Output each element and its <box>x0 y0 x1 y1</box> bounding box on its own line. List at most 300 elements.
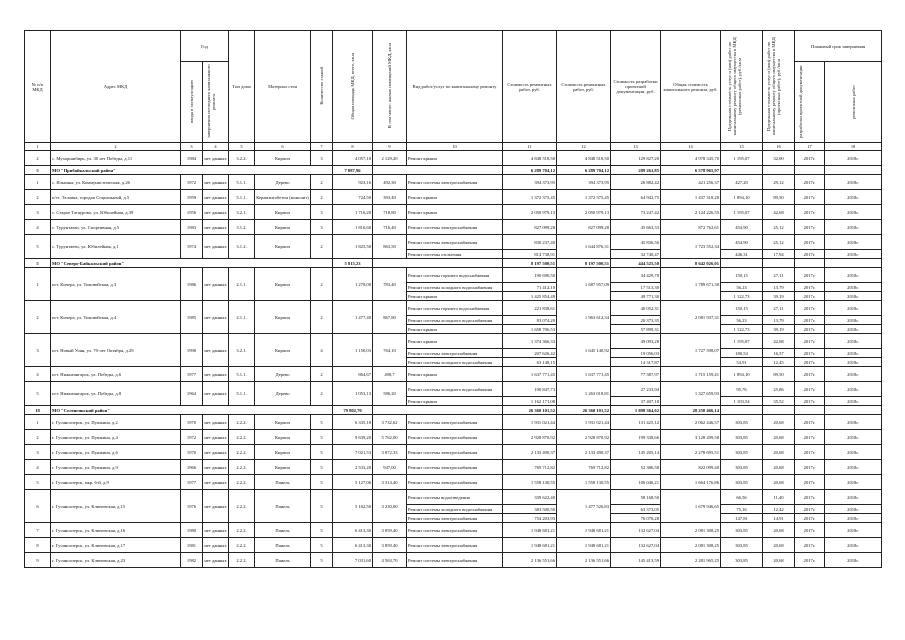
table-cell: 8 197 500,51 <box>503 259 557 268</box>
table-cell: г. Гусиноозерск, мкр. 6-й, д.9 <box>51 475 181 490</box>
table-cell: 145 205,14 <box>611 445 661 460</box>
table-cell: 73 247,42 <box>611 205 661 220</box>
table-cell: 1 664 176,86 <box>661 475 721 490</box>
column-number-cell: 5 <box>229 143 255 151</box>
table-cell: 1 963 612,34 <box>557 301 611 334</box>
table-cell: 2017г. <box>795 490 825 505</box>
table-cell: 1 825,50 <box>333 235 373 259</box>
col-year-built-header <box>181 62 203 143</box>
table-cell: 5 <box>311 460 333 475</box>
table-cell: 1 789 671,30 <box>661 268 721 301</box>
table-cell: 71 412,10 <box>503 283 557 292</box>
table-cell: 131 425,12 <box>611 415 661 430</box>
table-cell: 1976 <box>181 490 203 523</box>
table-cell <box>763 406 795 415</box>
table-cell: 13,79 <box>763 283 795 292</box>
column-number-cell: 8 <box>333 143 373 151</box>
table-cell: Ремонт системы электроснабжения <box>407 235 503 250</box>
table-cell: Ремонт системы холодного водоснабжения <box>407 358 503 367</box>
table-cell: 2018г. <box>825 445 882 460</box>
column-number-cell: 1 <box>25 143 51 151</box>
table-cell: с. Ильинка, ул. Коммунистическая, д.26 <box>51 175 181 190</box>
table-cell: 2018г. <box>825 334 882 349</box>
table-cell: 5 <box>25 166 51 175</box>
column-number-cell: 11 <box>503 143 557 151</box>
table-cell: нет данных <box>203 382 229 406</box>
table-cell: 11,40 <box>763 490 795 505</box>
table-cell: 7 031,60 <box>333 553 373 568</box>
table-cell: 2017г. <box>795 460 825 475</box>
table-cell: г. Гусиноозерск, ул. Ключевская, д.17 <box>51 538 181 553</box>
table-cell: 207 626,42 <box>503 349 557 358</box>
table-cell: 6 413,30 <box>333 523 373 538</box>
table-cell: г. Гусиноозерск, ул. Пушкина, д.4 <box>51 430 181 445</box>
table-cell: 75,16 <box>721 505 763 514</box>
table-cell: 1 645 140,92 <box>557 334 611 367</box>
table-cell: Панель <box>255 523 311 538</box>
table-cell: 2018г. <box>825 430 882 445</box>
table-cell: 394 373,95 <box>503 175 557 190</box>
table-cell: 27,11 <box>763 268 795 283</box>
table-cell: 83 074,20 <box>503 316 557 325</box>
table-cell: 1 437 318,20 <box>661 190 721 205</box>
table-cell: Кирпич <box>255 151 311 166</box>
table-cell: 12,42 <box>763 505 795 514</box>
table-cell: Кирпич <box>255 430 311 445</box>
table-cell: 4 <box>25 367 51 382</box>
table-cell: Ремонт системы электроснабжения <box>407 538 503 553</box>
table-cell: г. Гусиноозерск, ул. Ключевская, д.23 <box>51 553 181 568</box>
table-cell: Кирпич <box>255 220 311 235</box>
col-floors-header <box>311 31 333 143</box>
table-cell: 2 062 446,57 <box>661 415 721 430</box>
table-cell: 20,68 <box>763 553 795 568</box>
column-number-cell: 9 <box>373 143 407 151</box>
table-cell: 3 <box>311 205 333 220</box>
table-cell: 1964 <box>181 382 203 406</box>
table-cell: Ремонт системы электроснабжения <box>407 553 503 568</box>
table-cell: 303,85 <box>721 445 763 460</box>
col-floors-label: Количество этажей <box>319 67 325 105</box>
table-cell: 454,90 <box>721 235 763 250</box>
table-cell: 7 <box>25 523 51 538</box>
table-cell: 4 <box>25 460 51 475</box>
table-cell: 1 898 364,62 <box>611 406 661 415</box>
column-number-cell: 17 <box>795 143 825 151</box>
table-cell: 79 802,70 <box>333 406 373 415</box>
table-cell <box>373 166 503 175</box>
table-cell: 58 168,50 <box>611 490 661 505</box>
table-cell: 25,86 <box>763 382 795 397</box>
table-cell: Кирпич <box>255 205 311 220</box>
table-cell: 2018г. <box>825 175 882 190</box>
col-total-cost-header: Общая стоимость капитального ремонта, руб. <box>661 31 721 143</box>
table-cell: Ремонт системы электроснабжения <box>407 523 503 538</box>
table-cell: 26 360 101,52 <box>557 406 611 415</box>
table-cell: 39,19 <box>763 325 795 334</box>
table-cell: 2018г. <box>825 205 882 220</box>
table-cell: 2018г. <box>825 382 882 397</box>
table-cell: Ремонт системы отопления <box>407 250 503 259</box>
table-cell: нет данных <box>203 175 229 190</box>
column-number-cell: 16 <box>763 143 795 151</box>
table-cell: 6 289 704,12 <box>557 166 611 175</box>
table-cell: 783,40 <box>373 268 407 301</box>
table-cell <box>721 166 763 175</box>
table-cell: Кирпич <box>255 301 311 334</box>
table-cell: 394 373,95 <box>557 175 611 190</box>
table-cell: Ремонт крыши <box>407 325 503 334</box>
table-cell: 1982 <box>181 553 203 568</box>
table-row <box>25 334 882 349</box>
table-cell: 8 197 500,51 <box>557 259 611 268</box>
table-cell: Ремонт крыши <box>407 334 503 349</box>
table-cell: 2018г. <box>825 523 882 538</box>
table-cell: нет данных <box>203 415 229 430</box>
table-cell: 716,40 <box>373 220 407 235</box>
table-cell: 2 <box>311 382 333 406</box>
table-cell: Ремонт системы горячего водоснабжения <box>407 268 503 283</box>
table-cell: 42,68 <box>763 205 795 220</box>
table-cell: 1 637 771,45 <box>557 367 611 382</box>
table-cell: 1 687 957,09 <box>557 268 611 301</box>
table-cell: 1 715 159,41 <box>661 367 721 382</box>
col-living-area-label: В том числе: жилых помещений МКД, кв.м <box>387 43 393 129</box>
table-row <box>25 553 882 568</box>
table-cell: 8 <box>25 538 51 553</box>
table-cell: 57 899,31 <box>611 325 661 334</box>
table-cell: 421 256,37 <box>661 175 721 190</box>
column-number-cell: 10 <box>407 143 503 151</box>
table-cell: нет данных <box>203 268 229 301</box>
table-cell: Ремонт системы горячего водоснабжения <box>407 301 503 316</box>
table-cell: 6 289 704,12 <box>503 166 557 175</box>
table-cell: Кирпич <box>255 460 311 475</box>
table-cell: 19 056,03 <box>611 349 661 358</box>
table-cell: Ремонт системы водоотведения <box>407 490 503 505</box>
table-cell: 3 859,40 <box>373 523 407 538</box>
table-cell: 454,90 <box>721 220 763 235</box>
table-cell: 2 124 226,55 <box>661 205 721 220</box>
municipality-summary-row <box>25 406 882 415</box>
table-cell: 4 563,70 <box>373 553 407 568</box>
document-page <box>24 30 881 568</box>
table-cell: 2018г. <box>825 151 882 166</box>
table-cell: 16,57 <box>763 349 795 358</box>
table-cell: 3.2.1. <box>229 334 255 367</box>
table-cell: 1980 <box>181 523 203 538</box>
table-cell: 393,40 <box>373 190 407 205</box>
table-cell: 2017г. <box>795 553 825 568</box>
table-cell: 2018г. <box>825 505 882 514</box>
table-cell: 2018г. <box>825 316 882 325</box>
table-header <box>25 31 882 151</box>
table-cell: 13,79 <box>763 316 795 325</box>
table-cell: Дерево <box>255 382 311 406</box>
column-number-cell: 13 <box>611 143 661 151</box>
table-row <box>25 460 882 475</box>
col-deadline-group-header: Плановый срок завершения <box>795 31 882 62</box>
table-cell: 1990 <box>181 334 203 367</box>
col-work-type-header: Вид работ/услуг по капитальному ремонту <box>407 31 503 143</box>
table-cell: 5 <box>311 553 333 568</box>
table-cell: 1 716,20 <box>333 205 373 220</box>
column-number-cell: 18 <box>825 143 882 151</box>
table-cell: 1 103,54 <box>721 397 763 406</box>
table-cell: Кирпич <box>255 415 311 430</box>
table-cell <box>721 406 763 415</box>
table-cell: 64 942,75 <box>611 190 661 205</box>
table-cell: 1972 <box>181 175 203 190</box>
table-cell: 2.2.2. <box>229 460 255 475</box>
table-cell: 89,50 <box>763 190 795 205</box>
table-cell: 1956 <box>181 205 203 220</box>
table-cell: 303,85 <box>721 475 763 490</box>
table-cell: 2 <box>311 268 333 301</box>
table-cell: 3 128 209,58 <box>661 430 721 445</box>
table-cell: 1986 <box>181 268 203 301</box>
table-cell: 822 099,40 <box>661 460 721 475</box>
table-cell: 40 052,31 <box>611 301 661 316</box>
table-row <box>25 415 882 430</box>
table-cell: Ремонт системы электроснабжения <box>407 475 503 490</box>
table-cell: 6 <box>25 490 51 523</box>
table-cell: 1 477,40 <box>333 301 373 334</box>
table-cell: 446,31 <box>721 250 763 259</box>
table-cell: 2017г. <box>795 523 825 538</box>
table-cell: 764,10 <box>373 334 407 367</box>
table-cell: 20,68 <box>763 523 795 538</box>
table-cell: 2 136 551,66 <box>557 553 611 568</box>
table-cell: 2018г. <box>825 220 882 235</box>
table-cell: 1 270,00 <box>333 268 373 301</box>
table-cell: Ремонт системы электроснабжения <box>407 349 503 358</box>
table-cell: 25,12 <box>763 220 795 235</box>
table-cell: 2 050 979,13 <box>503 205 557 220</box>
table-cell: 1 263 018,81 <box>557 382 611 406</box>
table-cell: 2018г. <box>825 475 882 490</box>
table-cell: 20,68 <box>763 445 795 460</box>
table-cell: 2018г. <box>825 367 882 382</box>
table-cell: 32 740,47 <box>611 250 661 259</box>
table-cell: 5.1.1. <box>229 175 255 190</box>
table-cell: 2017г. <box>795 316 825 325</box>
col-limit-cost2-label: Предельная стоимость услуг и (или) работ по капитальному ремонту общего имущества в МКД (проектных работ), руб./кв.м <box>765 37 781 135</box>
table-cell: 947,00 <box>373 460 407 475</box>
table-cell: 1 195,07 <box>721 151 763 166</box>
table-row <box>25 301 882 316</box>
table-cell: 863,50 <box>373 235 407 259</box>
table-cell: 5 <box>311 523 333 538</box>
table-body <box>25 151 882 568</box>
table-cell: 586,20 <box>373 382 407 406</box>
table-cell: Дерево <box>255 367 311 382</box>
table-cell: 26 360 101,52 <box>503 406 557 415</box>
table-cell: нет данных <box>203 538 229 553</box>
table-cell: 12,45 <box>763 358 795 367</box>
table-cell: 9 639,20 <box>333 430 373 445</box>
col-wall-material-header: Материал стен <box>255 31 311 143</box>
table-cell: 769 712,82 <box>557 460 611 475</box>
table-cell: 303,85 <box>721 460 763 475</box>
table-cell: 100 847,73 <box>503 382 557 397</box>
table-cell: 1 679 946,65 <box>661 490 721 523</box>
table-cell: 1974 <box>181 235 203 259</box>
column-number-cell: 7 <box>311 143 333 151</box>
table-cell: 35,52 <box>763 397 795 406</box>
table-cell: 4 <box>311 334 333 367</box>
table-row <box>25 175 882 190</box>
table-cell: 1 <box>25 415 51 430</box>
column-number-cell: 6 <box>255 143 311 151</box>
table-cell: 1972 <box>181 430 203 445</box>
table-cell: 303,85 <box>721 553 763 568</box>
table-cell: 5 762,00 <box>373 430 407 445</box>
table-cell: 2 928 870,92 <box>557 430 611 445</box>
column-number-cell: 3 <box>181 143 203 151</box>
table-cell: 492,30 <box>373 175 407 190</box>
table-cell: 827 099,28 <box>503 220 557 235</box>
table-cell: Панель <box>255 475 311 490</box>
table-cell: 2017г. <box>795 301 825 316</box>
table-cell: 1984 <box>181 151 203 166</box>
table-cell: Ремонт системы холодного водоснабжения <box>407 382 503 397</box>
table-cell: 5.1.1. <box>229 190 255 205</box>
table-cell: 2018г. <box>825 415 882 430</box>
table-cell: Ремонт крыши <box>407 397 503 406</box>
table-cell: 2018г. <box>825 538 882 553</box>
table-cell: 1 195,07 <box>721 205 763 220</box>
table-cell: 3 859,40 <box>373 538 407 553</box>
table-cell: 1 195,07 <box>721 334 763 349</box>
table-cell: 864,67 <box>333 367 373 382</box>
table-cell: 2 278 695,51 <box>661 445 721 460</box>
table-cell: 37 407,18 <box>611 397 661 406</box>
table-cell: 2017г. <box>795 397 825 406</box>
table-cell: 5 162,50 <box>333 490 373 523</box>
table-cell: 2 <box>25 190 51 205</box>
table-cell: 1 374 366,33 <box>503 334 557 349</box>
table-cell: пгт. Нижнеангарск, ул. Победы, д.6 <box>51 367 181 382</box>
table-cell: 427,20 <box>721 175 763 190</box>
table-cell: г. Гусиноозерск, ул. Ключевская, д.16 <box>51 523 181 538</box>
table-cell: нет данных <box>203 460 229 475</box>
column-number-cell: 14 <box>661 143 721 151</box>
table-cell: 1 150,03 <box>333 334 373 367</box>
table-cell: 56,23 <box>721 283 763 292</box>
table-cell: 383 500,50 <box>503 505 557 514</box>
column-number-row <box>25 143 882 151</box>
table-row <box>25 190 882 205</box>
table-cell: 3.2.2. <box>229 151 255 166</box>
table-cell: 4 848 518,50 <box>557 151 611 166</box>
table-cell: 2.1.1. <box>229 268 255 301</box>
table-cell: 221 838,61 <box>503 301 557 316</box>
column-number-cell: 12 <box>557 143 611 151</box>
table-cell: Панель <box>255 553 311 568</box>
table-cell: 45 836,56 <box>611 235 661 250</box>
col-deadline-design-header <box>795 62 825 143</box>
table-cell: 303,85 <box>721 538 763 553</box>
table-cell: МО "Прибайкальский район" <box>51 166 333 175</box>
table-cell: 129 827,20 <box>611 151 661 166</box>
table-cell: 1 162 171,08 <box>503 397 557 406</box>
table-cell: 49 093,28 <box>611 334 661 349</box>
table-cell: 56,23 <box>721 316 763 325</box>
table-cell: 1 948 681,21 <box>557 523 611 538</box>
table-cell: Ремонт системы электроснабжения <box>407 430 503 445</box>
table-cell: 2 <box>311 235 333 259</box>
table-cell: 2 050 979,13 <box>557 205 611 220</box>
table-cell: Кирпич <box>255 445 311 460</box>
table-row <box>25 382 882 397</box>
table-cell: Керамзитобетон (монолит) <box>255 190 311 205</box>
table-cell: 4 <box>25 220 51 235</box>
table-cell: п/ст. Таловка, городок Социальный, д.5 <box>51 190 181 205</box>
table-cell: 20,68 <box>763 430 795 445</box>
table-cell: 867,80 <box>373 301 407 334</box>
table-cell: 1981 <box>181 538 203 553</box>
table-cell: 2 <box>25 430 51 445</box>
table-cell: с. Старое Татаурово, ул. Юбилейная, д.39 <box>51 205 181 220</box>
column-number-cell: 4 <box>203 143 229 151</box>
table-cell: 1 637 771,45 <box>503 367 557 382</box>
table-cell: 4 848 518,50 <box>503 151 557 166</box>
table-cell: 718,80 <box>373 205 407 220</box>
table-cell: 63 373,05 <box>611 505 661 514</box>
table-cell: 2017г. <box>795 325 825 334</box>
table-cell: Ремонт системы электроснабжения <box>407 415 503 430</box>
table-cell: 5 <box>311 490 333 523</box>
table-cell: 2018г. <box>825 349 882 358</box>
table-row <box>25 475 882 490</box>
table-cell: 20 373,35 <box>611 316 661 325</box>
table-cell: 1 727 598,07 <box>661 334 721 367</box>
table-cell <box>795 259 825 268</box>
table-cell: нет данных <box>203 205 229 220</box>
table-cell: 106 046,21 <box>611 475 661 490</box>
table-cell: 303,85 <box>721 430 763 445</box>
table-cell: 1 931 021,44 <box>557 415 611 430</box>
table-cell: Ремонт системы холодного водоснабжения <box>407 505 503 514</box>
col-design-cost-header: Стоимость разработки проектной документации, руб. <box>611 31 661 143</box>
table-cell: 7 021,53 <box>333 445 373 460</box>
table-cell: 52 386,58 <box>611 460 661 475</box>
table-cell: 20,68 <box>763 415 795 430</box>
table-cell: 1 372 375,45 <box>503 190 557 205</box>
table-cell: 39,19 <box>763 292 795 301</box>
table-cell: 2 <box>25 301 51 334</box>
col-deadline-design-label: разработки проектной документации <box>797 65 803 138</box>
table-cell: с. Турунтаево, ул. Спортивная, д.5 <box>51 220 181 235</box>
table-cell: Кирпич <box>255 235 311 259</box>
table-cell: 3 <box>311 220 333 235</box>
table-cell: 3.1.2. <box>229 235 255 259</box>
table-cell: 5 <box>311 475 333 490</box>
table-cell: 2017г. <box>795 175 825 190</box>
table-cell: 1 <box>25 268 51 301</box>
table-cell: 2 081 308,25 <box>661 538 721 553</box>
table-cell: 1 122,73 <box>721 325 763 334</box>
table-cell: Ремонт крыши <box>407 292 503 301</box>
table-cell: 26 882,42 <box>611 175 661 190</box>
table-cell: г. Гусиноозерск, ул. Пушкина, д.2 <box>51 415 181 430</box>
table-cell: 2017г. <box>795 415 825 430</box>
col-cost2-header: Стоимость ремонтных работ, руб. <box>557 31 611 143</box>
table-cell: 6 578 965,97 <box>661 166 721 175</box>
table-cell: 2.2.2. <box>229 523 255 538</box>
table-cell: 5 <box>311 415 333 430</box>
